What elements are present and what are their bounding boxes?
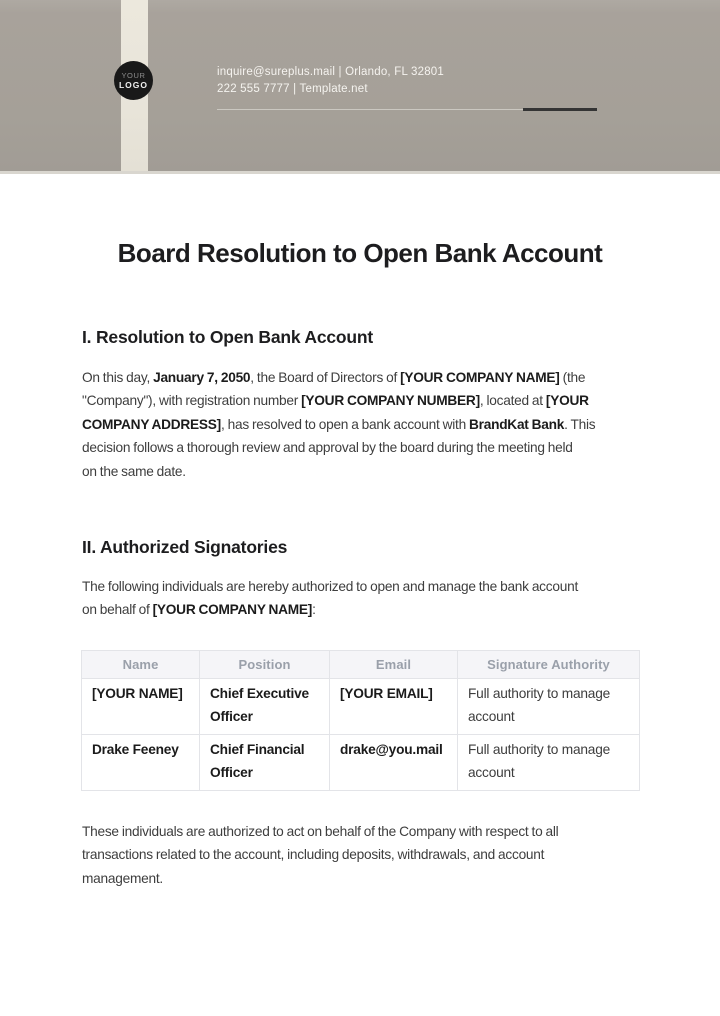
bold-text-run: January 7, 2050: [153, 370, 251, 385]
table-header-cell: Name: [82, 651, 200, 679]
bold-text-run: COMPANY ADDRESS]: [82, 416, 221, 432]
section-2-intro-paragraph: [82, 575, 578, 622]
text-run: :: [312, 602, 316, 618]
table-cell: Chief Financial Officer: [200, 735, 330, 791]
section-2-heading: II. Authorized Signatories: [82, 537, 288, 557]
table-row: [82, 735, 640, 791]
table-cell: drake@you.mail: [330, 735, 458, 791]
table-cell: [YOUR EMAIL]: [330, 679, 458, 735]
table-header-cell: Email: [330, 651, 458, 679]
text-run: management.: [82, 870, 163, 886]
text-run: , located at: [479, 393, 546, 409]
bold-text-run: BrandKat Bank: [469, 416, 565, 432]
closing-paragraph: [82, 820, 558, 890]
header-divider-accent: [523, 108, 597, 111]
bold-text-run: [YOUR COMPANY NUMBER]: [301, 393, 480, 409]
table-cell: Full authority to manage account: [458, 679, 640, 735]
bold-text-run: [YOUR: [545, 393, 589, 409]
document-title: Board Resolution to Open Bank Account: [117, 238, 603, 268]
text-run: on behalf of: [82, 602, 153, 618]
text-run: on the same date.: [82, 463, 186, 479]
table-header-cell: Position: [200, 651, 330, 679]
text-run: The following individuals are hereby authorized to open and manage the bank account: [82, 579, 579, 594]
contact-info: [217, 64, 444, 98]
text-run: On this day,: [82, 370, 154, 385]
logo-text-logo: LOGO: [118, 79, 149, 90]
table-row: [82, 679, 640, 735]
table-cell: Drake Feeney: [82, 735, 200, 791]
letterhead-header: [0, 0, 720, 174]
text-run: decision follows a thorough review and approval by the board during the meeting held: [82, 440, 573, 456]
logo-text-your: YOUR: [121, 70, 146, 80]
text-run: "Company"), with registration number: [82, 393, 302, 409]
text-run: . This: [564, 416, 596, 432]
bold-text-run: [YOUR COMPANY NAME]: [400, 370, 560, 385]
text-run: (the: [559, 370, 586, 385]
contact-line-phone-website: 222 555 7777 | Template.net: [217, 83, 368, 95]
text-run: transactions related to the account, including deposits, withdrawals, and account: [82, 847, 545, 863]
table-cell: [YOUR NAME]: [82, 679, 200, 735]
section-1-heading: I. Resolution to Open Bank Account: [82, 327, 374, 347]
text-run: , the Board of Directors of: [250, 370, 401, 385]
contact-line-email-location: inquire@sureplus.mail | Orlando, FL 32801: [217, 66, 444, 78]
table-body: [82, 679, 640, 791]
table-header-cell: Signature Authority: [458, 651, 640, 679]
section-1-paragraph: [82, 366, 595, 483]
table-cell: Full authority to manage account: [458, 735, 640, 791]
text-run: , has resolved to open a bank account with: [220, 416, 470, 432]
text-run: These individuals are authorized to act on behalf of the Company with respect to all: [82, 824, 559, 839]
table-cell: Chief Executive Officer: [200, 679, 330, 735]
header-divider-line: [217, 109, 523, 110]
table-header-row: [82, 651, 640, 679]
company-logo: [114, 61, 153, 100]
bold-text-run: [YOUR COMPANY NAME]: [152, 602, 313, 618]
signatories-table: [81, 650, 640, 791]
